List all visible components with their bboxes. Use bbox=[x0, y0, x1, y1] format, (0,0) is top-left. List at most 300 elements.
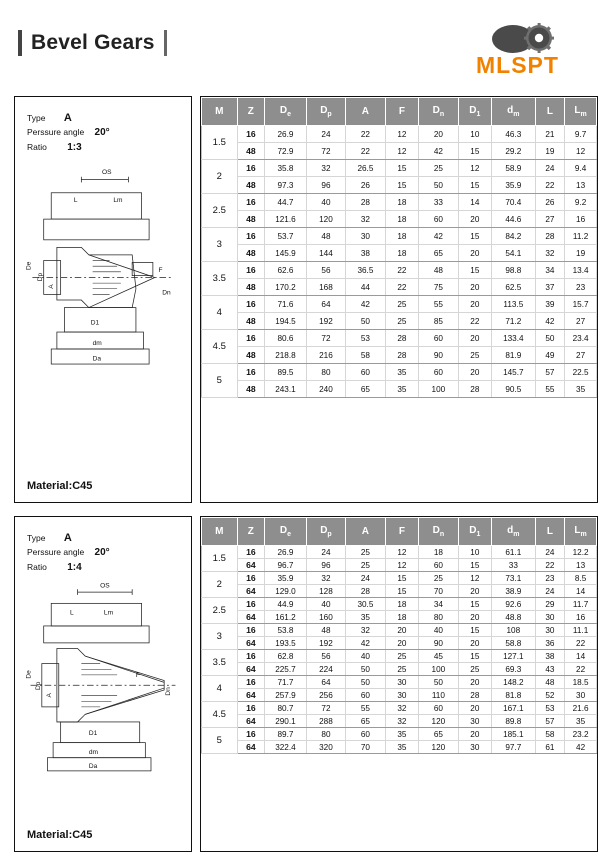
cell-dp: 48 bbox=[306, 624, 345, 637]
cell-d1: 30 bbox=[458, 715, 491, 728]
cell-a: 32 bbox=[346, 211, 386, 228]
cell-d1: 20 bbox=[458, 702, 491, 715]
spec-table-panel-1 bbox=[200, 96, 598, 503]
cell-lm: 13 bbox=[565, 559, 597, 572]
cell-dp: 128 bbox=[306, 585, 345, 598]
ratio-value-1: 1:3 bbox=[67, 142, 82, 153]
cell-z: 48 bbox=[237, 313, 265, 330]
cell-z: 48 bbox=[237, 143, 265, 160]
cell-de: 62.8 bbox=[265, 650, 307, 663]
cell-dn: 20 bbox=[419, 126, 458, 143]
pressure-angle-label-2: Perssure angle bbox=[27, 547, 85, 557]
cell-dp: 72 bbox=[306, 143, 345, 160]
cell-l: 36 bbox=[535, 637, 565, 650]
cell-z: 16 bbox=[237, 650, 265, 663]
cell-lm: 22 bbox=[565, 663, 597, 676]
cell-dp: 288 bbox=[306, 715, 345, 728]
cell-z: 64 bbox=[237, 585, 265, 598]
cell-d1: 10 bbox=[458, 546, 491, 559]
cell-z: 16 bbox=[237, 160, 265, 177]
cell-l: 42 bbox=[535, 313, 565, 330]
cell-lm: 15.7 bbox=[565, 296, 597, 313]
cell-dn: 90 bbox=[419, 637, 458, 650]
column-header-m: M bbox=[202, 98, 238, 126]
column-header-a: A bbox=[346, 98, 386, 126]
cell-dn: 80 bbox=[419, 611, 458, 624]
cell-dm: 167.1 bbox=[492, 702, 536, 715]
cell-module: 5 bbox=[202, 364, 238, 398]
type-value-1: A bbox=[63, 112, 72, 124]
cell-de: 218.8 bbox=[265, 347, 307, 364]
svg-text:Lm: Lm bbox=[113, 197, 123, 205]
cell-l: 24 bbox=[535, 546, 565, 559]
table-row bbox=[202, 546, 597, 559]
cell-de: 322.4 bbox=[265, 741, 307, 754]
table-row bbox=[202, 381, 597, 398]
cell-f: 35 bbox=[385, 741, 418, 754]
cell-de: 129.0 bbox=[265, 585, 307, 598]
svg-text:Lm: Lm bbox=[103, 609, 114, 617]
cell-l: 55 bbox=[535, 381, 565, 398]
cell-de: 89.5 bbox=[265, 364, 307, 381]
cell-lm: 21.6 bbox=[565, 702, 597, 715]
cell-lm: 16 bbox=[565, 611, 597, 624]
cell-de: 121.6 bbox=[265, 211, 307, 228]
column-header-de: $D_e$ bbox=[265, 98, 307, 126]
cell-d1: 15 bbox=[458, 228, 491, 245]
cell-z: 64 bbox=[237, 741, 265, 754]
cell-z: 64 bbox=[237, 689, 265, 702]
cell-dp: 72 bbox=[306, 702, 345, 715]
cell-a: 35 bbox=[346, 611, 386, 624]
table-row bbox=[202, 598, 597, 611]
cell-dn: 60 bbox=[419, 702, 458, 715]
cell-f: 12 bbox=[385, 559, 418, 572]
cell-dn: 50 bbox=[419, 177, 458, 194]
column-header-d1: $D_1$ bbox=[458, 98, 491, 126]
cell-de: 35.9 bbox=[265, 572, 307, 585]
table-row bbox=[202, 364, 597, 381]
cell-l: 26 bbox=[535, 194, 565, 211]
cell-l: 27 bbox=[535, 211, 565, 228]
cell-l: 38 bbox=[535, 650, 565, 663]
cell-d1: 20 bbox=[458, 676, 491, 689]
cell-dn: 48 bbox=[419, 262, 458, 279]
cell-de: 97.3 bbox=[265, 177, 307, 194]
cell-d1: 20 bbox=[458, 611, 491, 624]
cell-l: 32 bbox=[535, 245, 565, 262]
cell-de: 44.9 bbox=[265, 598, 307, 611]
cell-dm: 98.8 bbox=[492, 262, 536, 279]
cell-de: 53.8 bbox=[265, 624, 307, 637]
cell-l: 24 bbox=[535, 585, 565, 598]
cell-a: 22 bbox=[346, 126, 386, 143]
cell-dn: 85 bbox=[419, 313, 458, 330]
cell-lm: 22 bbox=[565, 637, 597, 650]
cell-d1: 22 bbox=[458, 313, 491, 330]
cell-f: 25 bbox=[385, 313, 418, 330]
cell-f: 15 bbox=[385, 572, 418, 585]
column-header-f: F bbox=[385, 518, 418, 546]
cell-a: 28 bbox=[346, 585, 386, 598]
cell-f: 25 bbox=[385, 650, 418, 663]
svg-text:Dn: Dn bbox=[164, 687, 172, 696]
drawing-panel-ratio-1-3 bbox=[14, 96, 192, 503]
cell-d1: 25 bbox=[458, 347, 491, 364]
drawing-spec-list-2 bbox=[27, 531, 110, 575]
cell-de: 243.1 bbox=[265, 381, 307, 398]
cell-lm: 27 bbox=[565, 347, 597, 364]
cell-dm: 81.9 bbox=[492, 347, 536, 364]
cell-d1: 20 bbox=[458, 585, 491, 598]
cell-dm: 69.3 bbox=[492, 663, 536, 676]
cell-dp: 48 bbox=[306, 228, 345, 245]
cell-a: 26 bbox=[346, 177, 386, 194]
cell-a: 26.5 bbox=[346, 160, 386, 177]
cell-dp: 216 bbox=[306, 347, 345, 364]
cell-f: 30 bbox=[385, 676, 418, 689]
cell-module: 3.5 bbox=[202, 650, 238, 676]
cell-l: 30 bbox=[535, 624, 565, 637]
cell-l: 22 bbox=[535, 177, 565, 194]
cell-dn: 42 bbox=[419, 228, 458, 245]
type-value-2: A bbox=[63, 532, 72, 544]
cell-module: 3 bbox=[202, 228, 238, 262]
cell-module: 2 bbox=[202, 572, 238, 598]
cell-d1: 20 bbox=[458, 245, 491, 262]
column-header-dp: $D_p$ bbox=[306, 518, 345, 546]
cell-d1: 20 bbox=[458, 211, 491, 228]
cell-z: 64 bbox=[237, 663, 265, 676]
cell-z: 48 bbox=[237, 245, 265, 262]
table-row bbox=[202, 160, 597, 177]
cell-dm: 38.9 bbox=[492, 585, 536, 598]
cell-f: 22 bbox=[385, 279, 418, 296]
pressure-angle-label-1: Perssure angle bbox=[27, 127, 85, 137]
cell-l: 48 bbox=[535, 676, 565, 689]
cell-dm: 48.8 bbox=[492, 611, 536, 624]
cell-module: 4 bbox=[202, 676, 238, 702]
table-row bbox=[202, 262, 597, 279]
cell-dm: 58.8 bbox=[492, 637, 536, 650]
cell-dp: 96 bbox=[306, 559, 345, 572]
cell-de: 290.1 bbox=[265, 715, 307, 728]
cell-dn: 60 bbox=[419, 364, 458, 381]
cell-a: 60 bbox=[346, 689, 386, 702]
cell-dn: 55 bbox=[419, 296, 458, 313]
svg-text:A: A bbox=[48, 284, 56, 289]
cell-f: 12 bbox=[385, 546, 418, 559]
cell-a: 36.5 bbox=[346, 262, 386, 279]
cell-lm: 11.1 bbox=[565, 624, 597, 637]
cell-f: 25 bbox=[385, 663, 418, 676]
table-row bbox=[202, 637, 597, 650]
cell-dn: 25 bbox=[419, 160, 458, 177]
cell-dp: 56 bbox=[306, 650, 345, 663]
cell-f: 18 bbox=[385, 598, 418, 611]
cell-lm: 9.4 bbox=[565, 160, 597, 177]
column-header-lm: $L_m$ bbox=[565, 518, 597, 546]
type-label-2: Type bbox=[27, 533, 46, 543]
cell-z: 16 bbox=[237, 702, 265, 715]
drawing-panel-ratio-1-4 bbox=[14, 516, 192, 852]
svg-text:L: L bbox=[70, 609, 74, 617]
cell-dn: 70 bbox=[419, 585, 458, 598]
cell-dp: 64 bbox=[306, 296, 345, 313]
cell-lm: 23.2 bbox=[565, 728, 597, 741]
cell-l: 57 bbox=[535, 715, 565, 728]
cell-lm: 30 bbox=[565, 689, 597, 702]
table-row bbox=[202, 245, 597, 262]
cell-a: 25 bbox=[346, 559, 386, 572]
cell-dp: 120 bbox=[306, 211, 345, 228]
cell-z: 64 bbox=[237, 715, 265, 728]
cell-dm: 84.2 bbox=[492, 228, 536, 245]
cell-dm: 185.1 bbox=[492, 728, 536, 741]
cell-f: 18 bbox=[385, 611, 418, 624]
cell-d1: 20 bbox=[458, 728, 491, 741]
cell-z: 16 bbox=[237, 228, 265, 245]
cell-l: 52 bbox=[535, 689, 565, 702]
cell-module: 4 bbox=[202, 296, 238, 330]
svg-text:Dn: Dn bbox=[162, 289, 171, 297]
svg-text:De: De bbox=[25, 670, 33, 679]
cell-l: 21 bbox=[535, 126, 565, 143]
cell-a: 40 bbox=[346, 650, 386, 663]
table-row bbox=[202, 330, 597, 347]
cell-dn: 75 bbox=[419, 279, 458, 296]
cell-dp: 80 bbox=[306, 364, 345, 381]
spec-table-panel-2 bbox=[200, 516, 598, 852]
cell-lm: 13 bbox=[565, 177, 597, 194]
cell-dm: 108 bbox=[492, 624, 536, 637]
cell-dm: 145.7 bbox=[492, 364, 536, 381]
cell-a: 70 bbox=[346, 741, 386, 754]
column-header-dn: $D_n$ bbox=[419, 98, 458, 126]
svg-text:F: F bbox=[135, 671, 140, 679]
cell-f: 20 bbox=[385, 637, 418, 650]
cell-dp: 24 bbox=[306, 546, 345, 559]
cell-l: 61 bbox=[535, 741, 565, 754]
cell-a: 22 bbox=[346, 143, 386, 160]
svg-text:dm: dm bbox=[88, 748, 99, 756]
cell-dn: 60 bbox=[419, 330, 458, 347]
cell-dn: 18 bbox=[419, 546, 458, 559]
cell-d1: 20 bbox=[458, 637, 491, 650]
cell-z: 16 bbox=[237, 126, 265, 143]
cell-dp: 168 bbox=[306, 279, 345, 296]
svg-text:L: L bbox=[73, 197, 78, 205]
cell-lm: 27 bbox=[565, 313, 597, 330]
cell-dn: 60 bbox=[419, 559, 458, 572]
table-row bbox=[202, 728, 597, 741]
brand-name: MLSPT bbox=[476, 52, 559, 78]
cell-d1: 20 bbox=[458, 330, 491, 347]
cell-l: 43 bbox=[535, 663, 565, 676]
type-label-1: Type bbox=[27, 113, 46, 123]
column-header-z: Z bbox=[237, 98, 265, 126]
cell-de: 170.2 bbox=[265, 279, 307, 296]
cell-dm: 127.1 bbox=[492, 650, 536, 663]
cell-z: 16 bbox=[237, 262, 265, 279]
cell-d1: 15 bbox=[458, 559, 491, 572]
cell-dm: 62.5 bbox=[492, 279, 536, 296]
cell-f: 18 bbox=[385, 211, 418, 228]
table-row bbox=[202, 611, 597, 624]
cell-l: 49 bbox=[535, 347, 565, 364]
drawing-spec-list-1 bbox=[27, 111, 110, 155]
svg-text:Da: Da bbox=[88, 763, 98, 771]
cell-lm: 8.5 bbox=[565, 572, 597, 585]
cell-dp: 192 bbox=[306, 313, 345, 330]
cell-f: 15 bbox=[385, 177, 418, 194]
cell-f: 18 bbox=[385, 228, 418, 245]
cell-f: 32 bbox=[385, 702, 418, 715]
cell-a: 58 bbox=[346, 347, 386, 364]
cell-dm: 71.2 bbox=[492, 313, 536, 330]
cell-dn: 45 bbox=[419, 650, 458, 663]
cell-f: 22 bbox=[385, 262, 418, 279]
bevel-gear-drawing-2 bbox=[23, 577, 183, 793]
svg-text:OS: OS bbox=[100, 582, 110, 590]
cell-dp: 256 bbox=[306, 689, 345, 702]
cell-lm: 16 bbox=[565, 211, 597, 228]
cell-z: 48 bbox=[237, 381, 265, 398]
table-row bbox=[202, 194, 597, 211]
cell-dp: 240 bbox=[306, 381, 345, 398]
cell-z: 16 bbox=[237, 194, 265, 211]
ratio-label-2: Ratio bbox=[27, 562, 47, 572]
cell-dn: 33 bbox=[419, 194, 458, 211]
cell-l: 39 bbox=[535, 296, 565, 313]
cell-dm: 73.1 bbox=[492, 572, 536, 585]
title-rule-left bbox=[18, 30, 22, 56]
cell-a: 55 bbox=[346, 702, 386, 715]
cell-dp: 320 bbox=[306, 741, 345, 754]
svg-text:dm: dm bbox=[92, 340, 102, 348]
cell-module: 2.5 bbox=[202, 598, 238, 624]
ratio-value-2: 1:4 bbox=[67, 562, 82, 573]
page-title-text: Bevel Gears bbox=[31, 31, 155, 54]
cell-de: 96.7 bbox=[265, 559, 307, 572]
column-header-m: M bbox=[202, 518, 238, 546]
cell-d1: 15 bbox=[458, 177, 491, 194]
column-header-a: A bbox=[346, 518, 386, 546]
cell-dp: 160 bbox=[306, 611, 345, 624]
column-header-dn: $D_n$ bbox=[419, 518, 458, 546]
cell-f: 32 bbox=[385, 715, 418, 728]
cell-dn: 90 bbox=[419, 347, 458, 364]
cell-dp: 64 bbox=[306, 676, 345, 689]
cell-lm: 35 bbox=[565, 715, 597, 728]
cell-lm: 12 bbox=[565, 143, 597, 160]
cell-de: 80.6 bbox=[265, 330, 307, 347]
cell-d1: 20 bbox=[458, 364, 491, 381]
svg-text:Da: Da bbox=[92, 355, 102, 363]
column-header-d1: $D_1$ bbox=[458, 518, 491, 546]
cell-l: 30 bbox=[535, 611, 565, 624]
cell-de: 193.5 bbox=[265, 637, 307, 650]
cell-f: 28 bbox=[385, 347, 418, 364]
svg-text:Dp: Dp bbox=[36, 272, 44, 282]
cell-a: 65 bbox=[346, 715, 386, 728]
cell-lm: 23.4 bbox=[565, 330, 597, 347]
spec-table-2 bbox=[201, 517, 597, 754]
title-rule-right bbox=[164, 30, 167, 56]
table-row bbox=[202, 313, 597, 330]
cell-a: 50 bbox=[346, 313, 386, 330]
cell-module: 5 bbox=[202, 728, 238, 754]
cell-dm: 44.6 bbox=[492, 211, 536, 228]
cell-dp: 96 bbox=[306, 177, 345, 194]
cell-z: 64 bbox=[237, 611, 265, 624]
cell-dn: 34 bbox=[419, 598, 458, 611]
cell-d1: 20 bbox=[458, 296, 491, 313]
svg-text:Dp: Dp bbox=[34, 681, 42, 690]
cell-z: 48 bbox=[237, 177, 265, 194]
cell-lm: 14 bbox=[565, 650, 597, 663]
cell-l: 53 bbox=[535, 702, 565, 715]
cell-lm: 42 bbox=[565, 741, 597, 754]
cell-dm: 113.5 bbox=[492, 296, 536, 313]
cell-z: 16 bbox=[237, 364, 265, 381]
svg-text:D1: D1 bbox=[88, 730, 98, 738]
cell-lm: 12.2 bbox=[565, 546, 597, 559]
cell-a: 25 bbox=[346, 546, 386, 559]
cell-de: 53.7 bbox=[265, 228, 307, 245]
cell-de: 35.8 bbox=[265, 160, 307, 177]
table-row bbox=[202, 347, 597, 364]
column-header-f: F bbox=[385, 98, 418, 126]
cell-a: 24 bbox=[346, 572, 386, 585]
cell-f: 28 bbox=[385, 330, 418, 347]
cell-l: 50 bbox=[535, 330, 565, 347]
cell-dn: 65 bbox=[419, 245, 458, 262]
cell-dm: 61.1 bbox=[492, 546, 536, 559]
table-row bbox=[202, 296, 597, 313]
cell-a: 60 bbox=[346, 364, 386, 381]
cell-a: 30 bbox=[346, 228, 386, 245]
cell-dn: 65 bbox=[419, 728, 458, 741]
cell-de: 161.2 bbox=[265, 611, 307, 624]
spec-table-1 bbox=[201, 97, 597, 398]
cell-d1: 20 bbox=[458, 279, 491, 296]
cell-dp: 72 bbox=[306, 330, 345, 347]
cell-a: 50 bbox=[346, 663, 386, 676]
gear-icon bbox=[489, 22, 561, 56]
cell-f: 12 bbox=[385, 143, 418, 160]
table-row bbox=[202, 715, 597, 728]
cell-l: 24 bbox=[535, 160, 565, 177]
cell-a: 60 bbox=[346, 728, 386, 741]
page-header bbox=[0, 22, 612, 84]
cell-de: 225.7 bbox=[265, 663, 307, 676]
cell-dm: 148.2 bbox=[492, 676, 536, 689]
cell-dp: 24 bbox=[306, 126, 345, 143]
cell-f: 18 bbox=[385, 194, 418, 211]
cell-lm: 22.5 bbox=[565, 364, 597, 381]
cell-d1: 15 bbox=[458, 624, 491, 637]
cell-module: 2.5 bbox=[202, 194, 238, 228]
cell-module: 3 bbox=[202, 624, 238, 650]
cell-dm: 35.9 bbox=[492, 177, 536, 194]
column-header-z: Z bbox=[237, 518, 265, 546]
table-row bbox=[202, 126, 597, 143]
cell-de: 72.9 bbox=[265, 143, 307, 160]
svg-text:De: De bbox=[25, 261, 33, 270]
cell-d1: 10 bbox=[458, 126, 491, 143]
cell-dp: 40 bbox=[306, 598, 345, 611]
